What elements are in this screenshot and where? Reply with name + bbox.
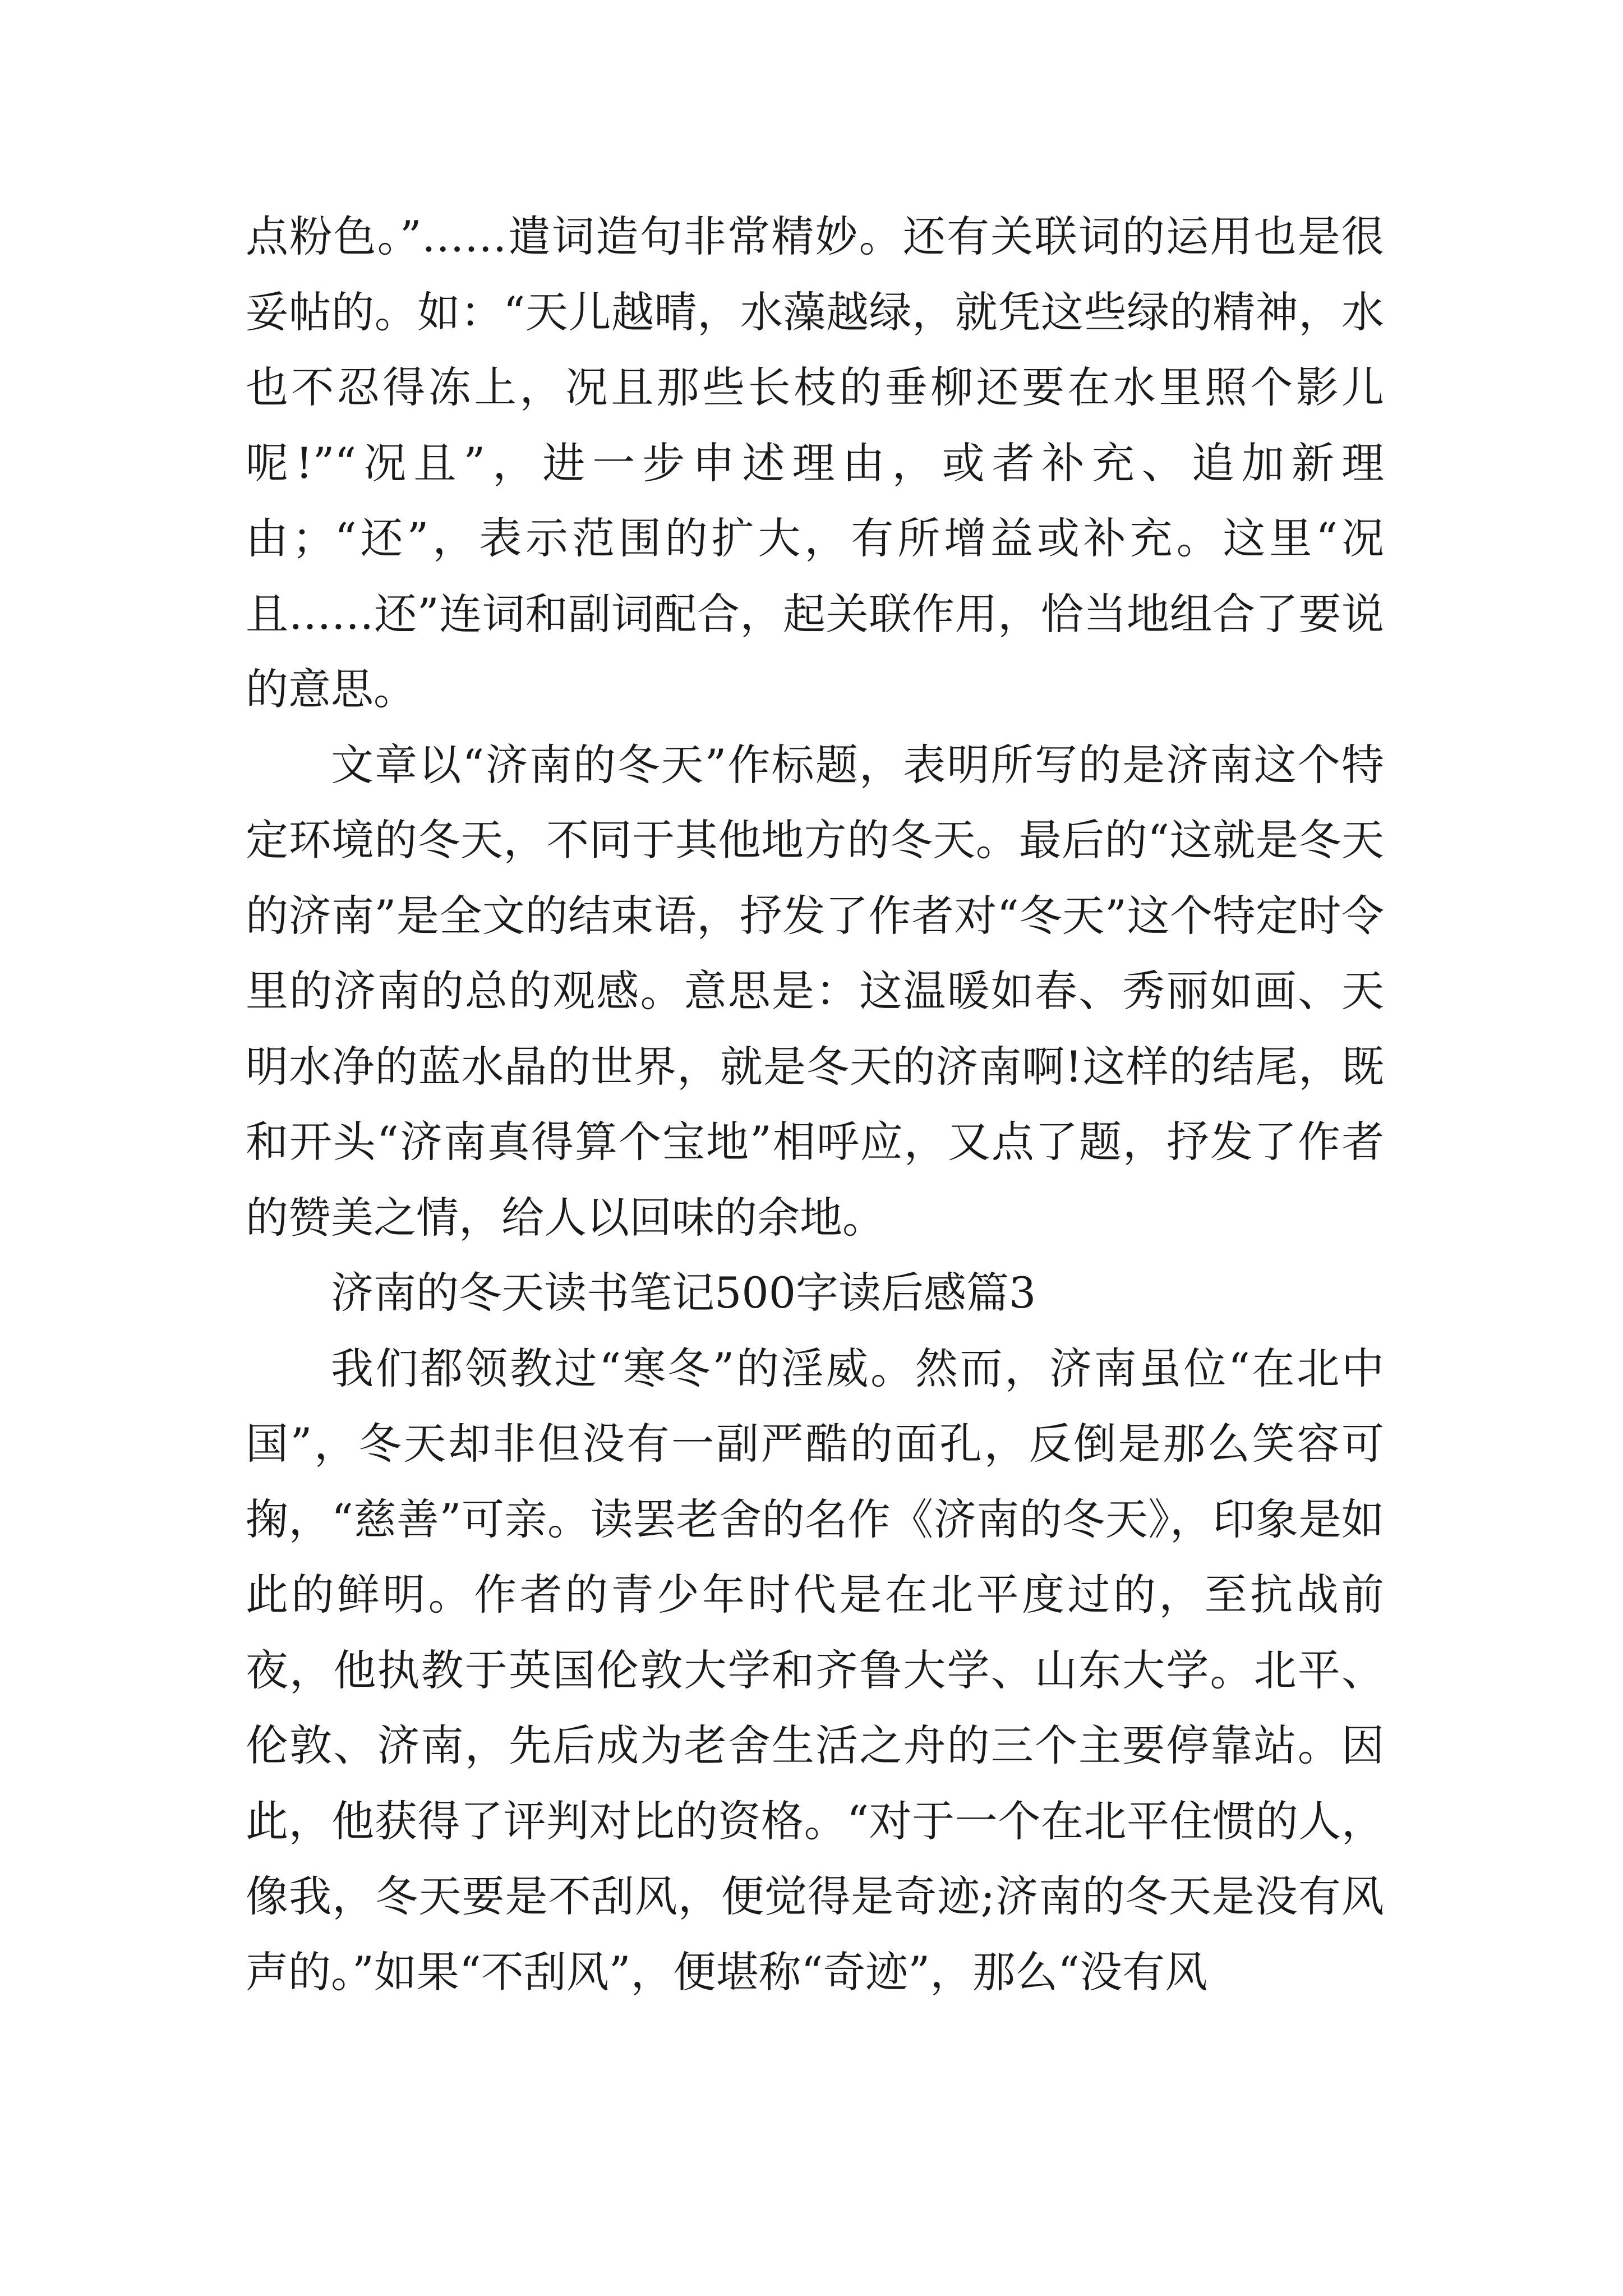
section-heading: 济南的冬天读书笔记500字读后感篇3: [331, 1268, 1036, 1318]
paragraph-essay-3: 我们都领教过“寒冬”的淫威。然而，济南虽位“在北中国”，冬天却非但没有一副严酷的面孔，反倒是那么笑容可掬，“慈善”可亲。读罢老舍的名作《济南的冬天》，印象是如此的鲜明。作者的青少年时代是在北平度过的，至抗战前夜，他执教于英国伦敦大学和齐鲁大学、山东大学。北平、伦敦、济南，先后成为老舍生活之舟的三个主要停靠站。因此，他获得了评判对比的资格。“对于一个在北平住惯的人，像我，冬天要是不刮风，便觉得是奇迹;济南的冬天是没有风声的。”如果“不刮风”，便堪称“奇迹”，那么“没有风: [246, 1343, 1384, 1997]
paragraph-title-analysis: 文章以“济南的冬天”作标题，表明所写的是济南这个特定环境的冬天，不同于其他地方的冬天。最后的“这就是冬天的济南”是全文的结束语，抒发了作者对“冬天”这个特定时令里的济南的总的观感。意思是：这温暖如春、秀丽如画、天明水净的蓝水晶的世界，就是冬天的济南啊!这样的结尾，既和开头“济南真得算个宝地”相呼应，又点了题，抒发了作者的赞美之情，给人以回味的余地。: [246, 739, 1384, 1243]
article-body: [246, 199, 1384, 2010]
paragraph-continued: 点粉色。”……遣词造句非常精妙。还有关联词的运用也是很妥帖的。如：“天儿越晴，水藻越绿，就凭这些绿的精神，水也不忍得冻上，况且那些长枝的垂柳还要在水里照个影儿呢!”“况且”，进一步申述理由，或者补充、追加新理由；“还”，表示范围的扩大，有所增益或补充。这里“况且……还”连词和副词配合，起关联作用，恰当地组合了要说的意思。: [246, 211, 1384, 714]
